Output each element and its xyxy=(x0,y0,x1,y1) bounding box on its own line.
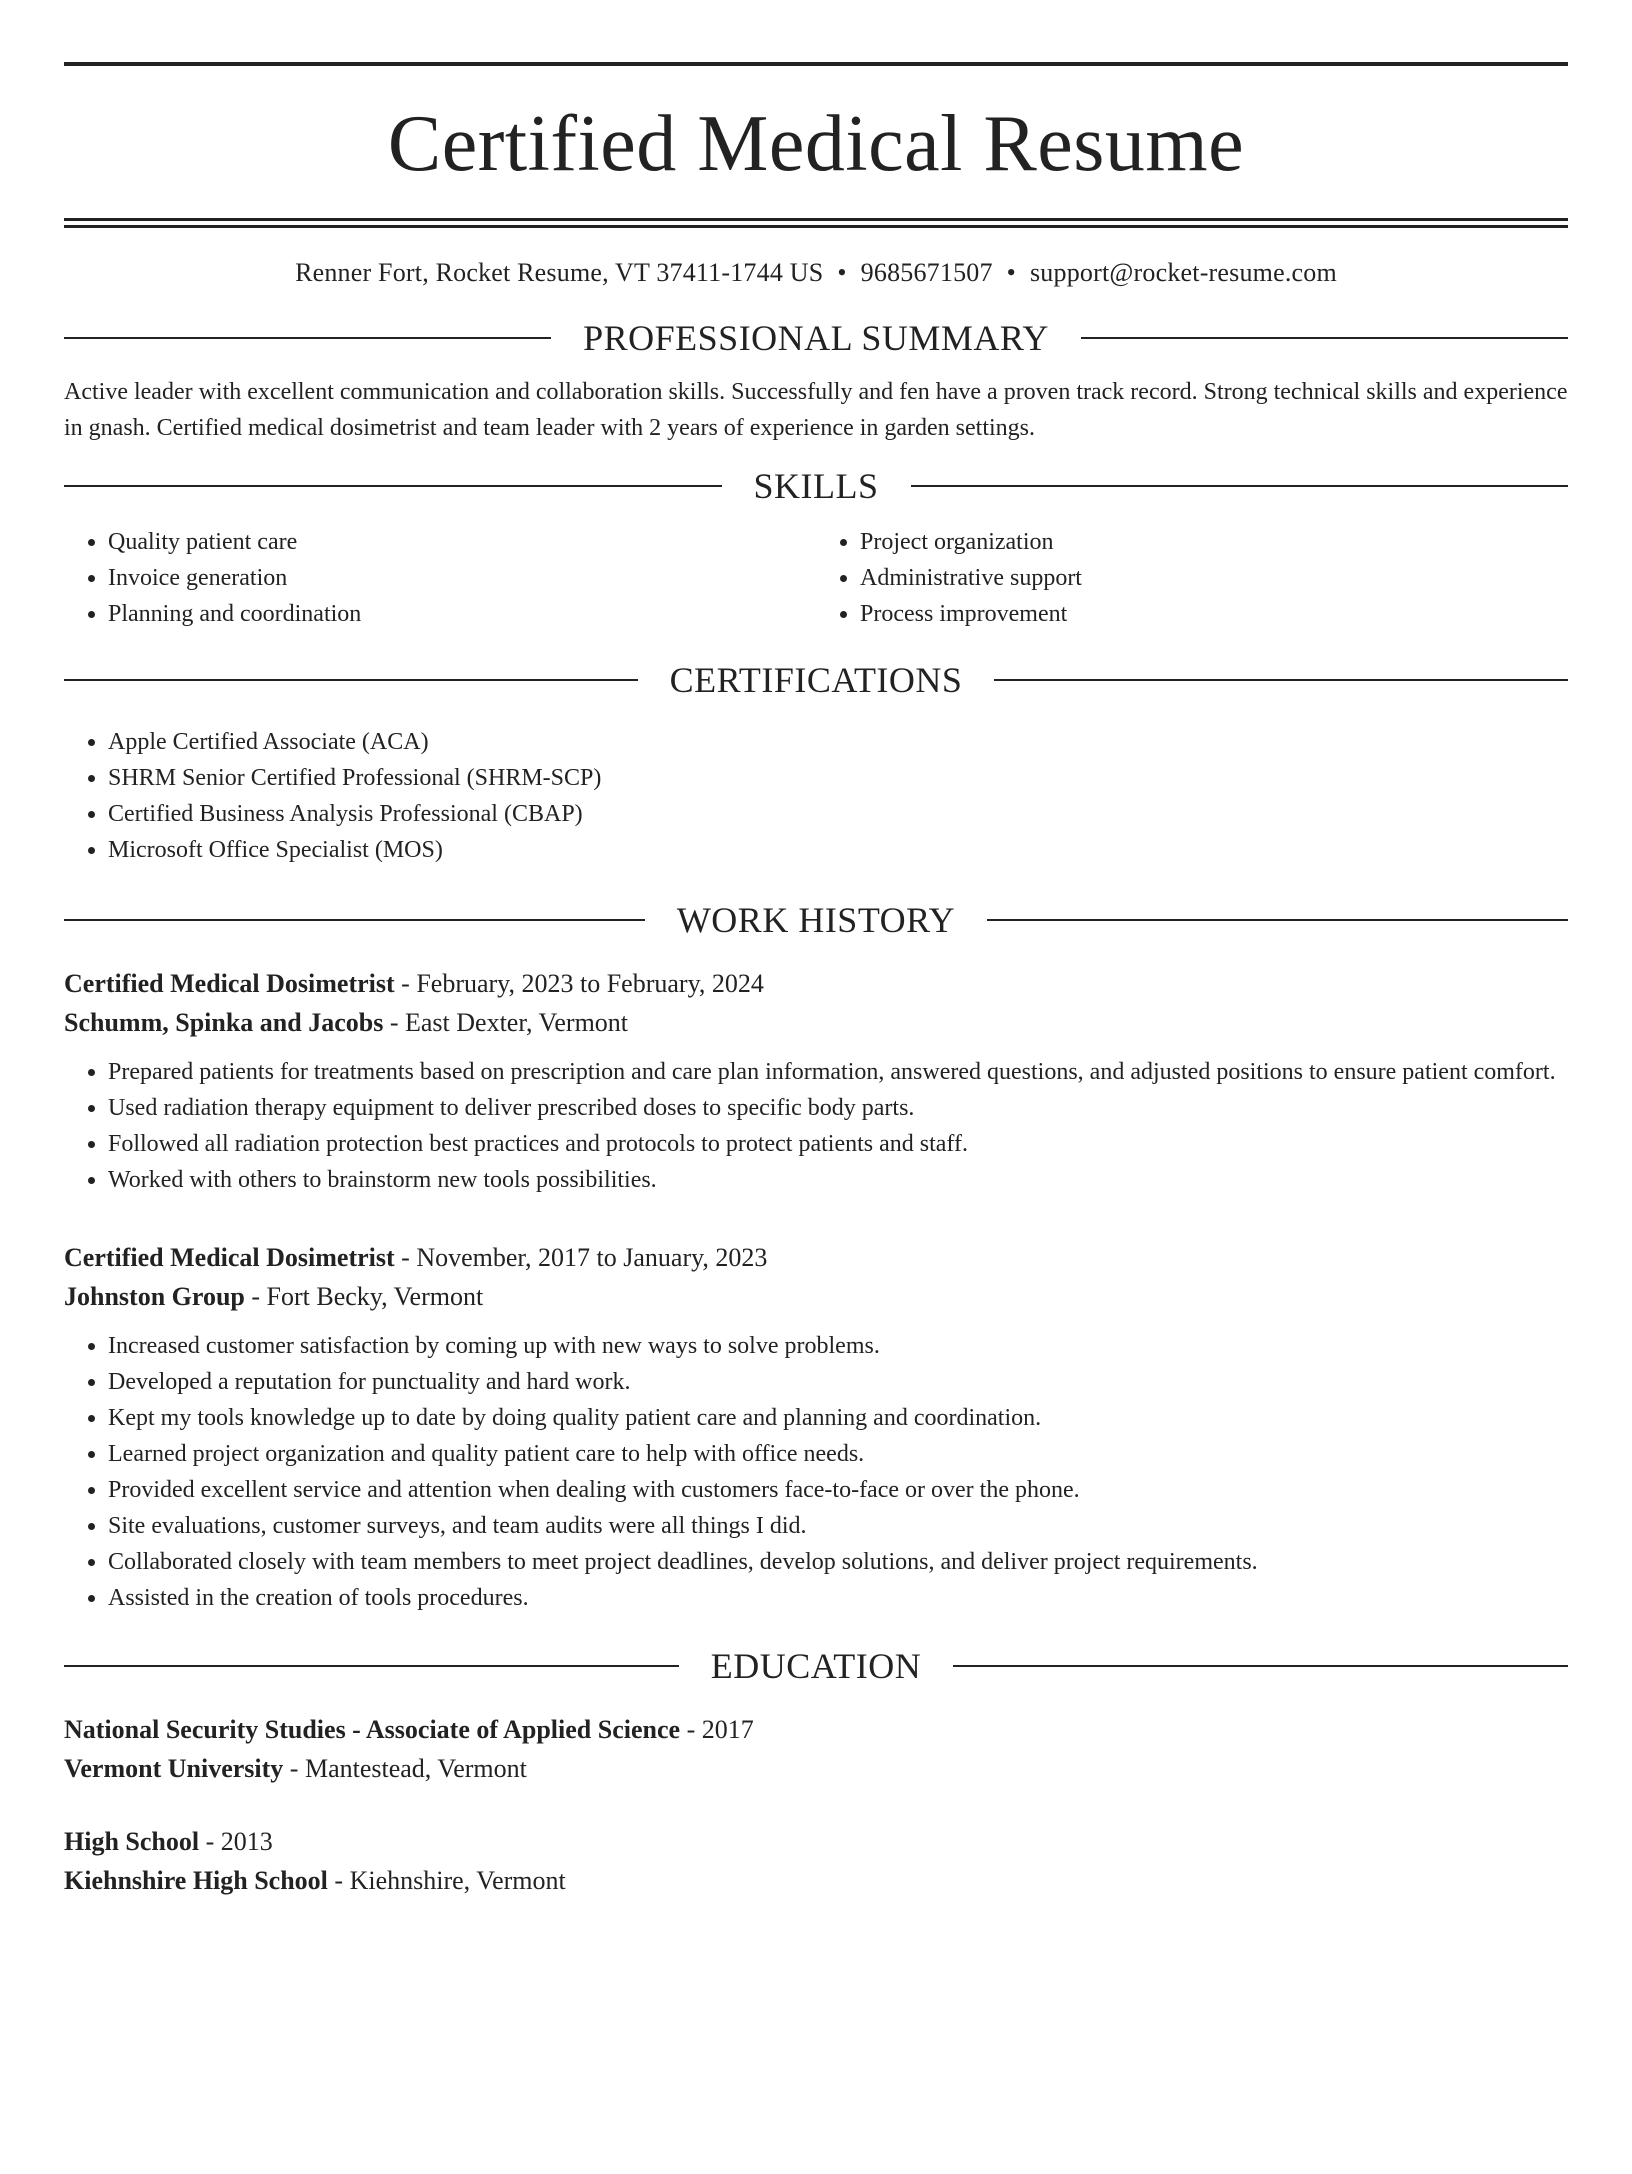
certification-item: • Microsoft Office Specialist (MOS) xyxy=(108,832,1568,868)
section-header-certifications xyxy=(64,662,1568,698)
top-rule xyxy=(64,62,1568,66)
section-header-skills xyxy=(64,468,1568,504)
section-rule-right xyxy=(994,679,1568,681)
job-bullet: • Learned project organization and quality patient care to help with office needs. xyxy=(108,1436,1568,1472)
education-year: - 2017 xyxy=(680,1715,754,1744)
skills-column-right xyxy=(816,524,1568,632)
education-degree-line xyxy=(64,1822,1568,1861)
job-bullet: • Collaborated closely with team members to meet project deadlines, develop solutions, and deliver project requirements. xyxy=(108,1544,1568,1580)
skill-item: • Planning and coordination xyxy=(108,596,816,632)
job-title-line xyxy=(64,964,1568,1003)
education-year: - 2013 xyxy=(199,1827,273,1856)
job-bullet: • Developed a reputation for punctuality and hard work. xyxy=(108,1364,1568,1400)
job-title: Certified Medical Dosimetrist xyxy=(64,1243,395,1272)
job-company-line xyxy=(64,1003,1568,1042)
section-rule-left xyxy=(64,919,645,921)
education-school-line xyxy=(64,1861,1568,1900)
education-school-line xyxy=(64,1749,1568,1788)
section-title-certifications: CERTIFICATIONS xyxy=(669,660,963,700)
job-dates: - November, 2017 to January, 2023 xyxy=(394,1243,768,1272)
section-rule-left xyxy=(64,337,551,339)
job-bullet: • Site evaluations, customer surveys, and team audits were all things I did. xyxy=(108,1508,1568,1544)
contact-line xyxy=(64,258,1568,288)
education-entry xyxy=(64,1710,1568,1788)
skill-item: • Process improvement xyxy=(860,596,1568,632)
job-bullet: • Increased customer satisfaction by coming up with new ways to solve problems. xyxy=(108,1328,1568,1364)
section-title-education: EDUCATION xyxy=(710,1646,922,1686)
job-company: Johnston Group xyxy=(64,1282,245,1311)
job-company-line xyxy=(64,1277,1568,1316)
section-rule-right xyxy=(911,485,1569,487)
education-degree: National Security Studies - Associate of Applied Science xyxy=(64,1715,681,1744)
education-location: - Kiehnshire, Vermont xyxy=(327,1866,566,1895)
job-bullet: • Worked with others to brainstorm new tools possibilities. xyxy=(108,1162,1568,1198)
skill-item: • Invoice generation xyxy=(108,560,816,596)
certification-item: • Apple Certified Associate (ACA) xyxy=(108,724,1568,760)
section-title-work: WORK HISTORY xyxy=(676,900,956,940)
section-rule-left xyxy=(64,679,638,681)
skill-item: • Administrative support xyxy=(860,560,1568,596)
job-bullet: • Prepared patients for treatments based on prescription and care plan information, answered questions, and adjusted positions to ensure patient comfort. xyxy=(108,1054,1568,1090)
job-bullets xyxy=(64,1054,1568,1198)
contact-address: Renner Fort, Rocket Resume, VT 37411-1744 US xyxy=(295,258,824,287)
job-bullet: • Followed all radiation protection best practices and protocols to protect patients and staff. xyxy=(108,1126,1568,1162)
job-entry xyxy=(64,964,1568,1198)
section-rule-right xyxy=(987,919,1568,921)
job-entry xyxy=(64,1238,1568,1616)
title-double-rule xyxy=(64,218,1568,228)
resume-title: Certified Medical Resume xyxy=(387,100,1245,188)
job-company: Schumm, Spinka and Jacobs xyxy=(64,1008,384,1037)
job-bullet: • Assisted in the creation of tools procedures. xyxy=(108,1580,1568,1616)
contact-separator: • xyxy=(837,258,847,287)
education-school: Kiehnshire High School xyxy=(64,1866,328,1895)
job-location: - East Dexter, Vermont xyxy=(383,1008,629,1037)
contact-phone: 9685671507 xyxy=(860,258,993,287)
certification-item: • SHRM Senior Certified Professional (SHRM-SCP) xyxy=(108,760,1568,796)
education-entry xyxy=(64,1822,1568,1900)
section-title-summary: PROFESSIONAL SUMMARY xyxy=(583,318,1049,358)
skills-list xyxy=(64,524,1568,632)
section-rule-left xyxy=(64,485,722,487)
section-rule-right xyxy=(1081,337,1568,339)
job-bullets xyxy=(64,1328,1568,1616)
resume-page xyxy=(0,62,1632,2174)
education-location: - Mantestead, Vermont xyxy=(283,1754,527,1783)
certifications-list xyxy=(64,724,1568,868)
job-bullet: • Kept my tools knowledge up to date by doing quality patient care and planning and coordination. xyxy=(108,1400,1568,1436)
section-title-skills: SKILLS xyxy=(753,466,879,506)
contact-email: support@rocket-resume.com xyxy=(1029,258,1337,287)
job-bullet: • Provided excellent service and attention when dealing with customers face-to-face or over the phone. xyxy=(108,1472,1568,1508)
education-degree-line xyxy=(64,1710,1568,1749)
job-title-line xyxy=(64,1238,1568,1277)
summary-text: Active leader with excellent communication and collaboration skills. Successfully and fen have a proven track record. Strong technical skills and experience in gnash. Certified medical dosimetrist and team leader with 2 years of experience in garden settings. xyxy=(64,379,1568,441)
skill-item: • Project organization xyxy=(860,524,1568,560)
contact-separator: • xyxy=(1006,258,1016,287)
education-degree: High School xyxy=(64,1827,200,1856)
education-school: Vermont University xyxy=(64,1754,284,1783)
job-location: - Fort Becky, Vermont xyxy=(244,1282,484,1311)
job-bullet: • Used radiation therapy equipment to deliver prescribed doses to specific body parts. xyxy=(108,1090,1568,1126)
section-header-education xyxy=(64,1648,1568,1684)
section-header-work xyxy=(64,902,1568,938)
skills-column-left xyxy=(64,524,816,632)
skill-item: • Quality patient care xyxy=(108,524,816,560)
section-rule-right xyxy=(953,1665,1568,1667)
job-dates: - February, 2023 to February, 2024 xyxy=(394,969,764,998)
section-rule-left xyxy=(64,1665,679,1667)
certification-item: • Certified Business Analysis Professional (CBAP) xyxy=(108,796,1568,832)
job-title: Certified Medical Dosimetrist xyxy=(64,969,395,998)
section-header-summary xyxy=(64,320,1568,356)
